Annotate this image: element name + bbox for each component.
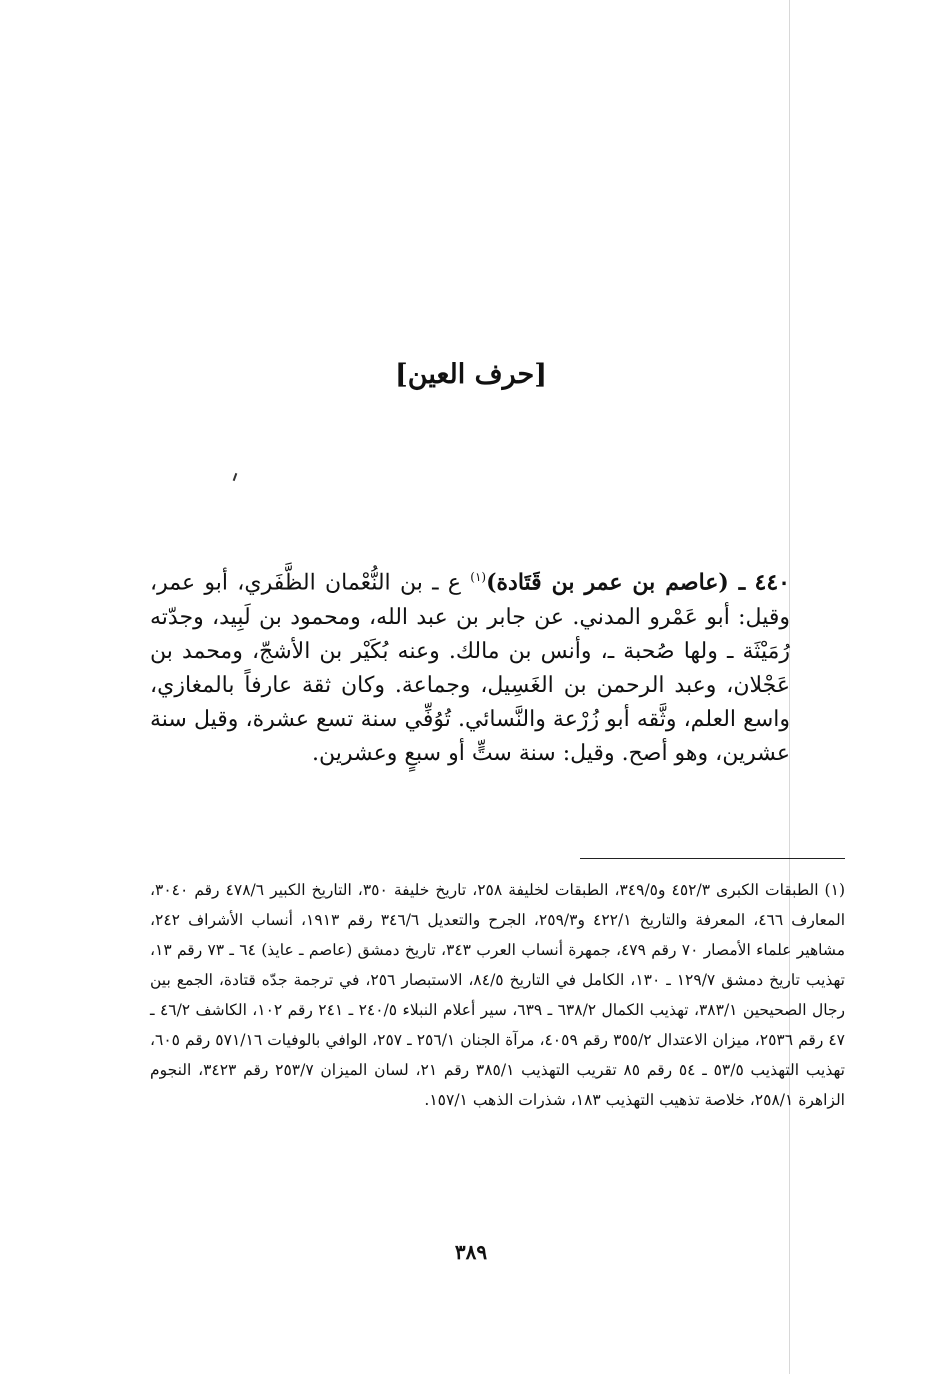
ink-speck: [233, 473, 238, 481]
page-number: ٣٨٩: [454, 1240, 488, 1264]
footnote: (١) الطبقات الكبرى ٤٥٢/٣ و٣٤٩/٥، الطبقات لخليفة ٢٥٨، تاريخ خليفة ٣٥٠، التاريخ الكبير ٤٧٨/٦ رقم ٣٠٤٠، المعارف ٤٦٦، المعرفة والتاريخ ٤٢٢/١ و٢٥٩/٣، الجرح والتعديل ٣٤٦/٦ رقم ١٩١٣، أنساب الأشراف ٢٤٢، مشاهير علماء الأمصار ٧٠ رقم ٤٧٩، جمهرة أنساب العرب ٣٤٣، تاريخ دمشق (عاصم ـ عايذ) ٦٤ ـ ٧٣ رقم ١٣، تهذيب تاريخ دمشق ١٢٩/٧ ـ ١٣٠، الكامل في التاريخ ٨٤/٥، الاستبصار ٢٥٦، في ترجمة جدّه قتادة، الجمع بين رجال الصحيحين ٣٨٣/١، تهذيب الكمال ٦٣٨/٢ ـ ٦٣٩، سير أعلام النبلاء ٢٤٠/٥ ـ ٢٤١ رقم ١٠٢، الكاشف ٤٦/٢ ـ ٤٧ رقم ٢٥٣٦، ميزان الاعتدال ٣٥٥/٢ رقم ٤٠٥٩، مرآة الجنان ٢٥٦/١ ـ ٢٥٧، الوافي بالوفيات ٥٧١/١٦ رقم ٦٠٥، تهذيب التهذيب ٥٣/٥ ـ ٥٤ رقم ٨٥ تقريب التهذيب ٣٨٥/١ رقم ٢١، لسان الميزان ٢٥٣/٧ رقم ٣٤٢٣، النجوم الزاهرة ٢٥٨/١، خلاصة تذهيب التهذيب ١٨٣، شذرات الذهب ١٥٧/١.: [150, 881, 846, 1109]
chapter-title: [حرف العين]: [395, 359, 547, 390]
entry-heading: (عاصم بن عمر بن قَتَادة): [486, 569, 729, 596]
entry-text: ع ـ بن النُّعْمان الظَّفَري، أبو عمر، وقيل: أبو عَمْرو المدني. عن جابر بن عبد الله، ومحمود بن لَبِيد، وجدّته رُمَيْثَة ـ ولها صُحبة ـ، وأنس بن مالك. وعنه بُكَيْر بن الأشجّ، ومحمد بن عَجْلان، وعبد الرحمن بن الغَسِيل، وجماعة. وكان ثقة عارفاً بالمغازي، واسع العلم، وثَّقه أبو زُرْعة والنَّسائي. تُوُفِّي سنة تسع عشرة، وقيل سنة عشرين، وهو أصح. وقيل: سنة ستٍّ أو سبعٍ وعشرين.: [150, 570, 790, 767]
biography-entry: [150, 560, 790, 772]
footnote-separator: [580, 858, 845, 859]
entry-number: ٤٤٠: [754, 569, 790, 596]
entry-dash: ـ: [728, 569, 746, 596]
footnote-marker: (١): [470, 570, 487, 584]
